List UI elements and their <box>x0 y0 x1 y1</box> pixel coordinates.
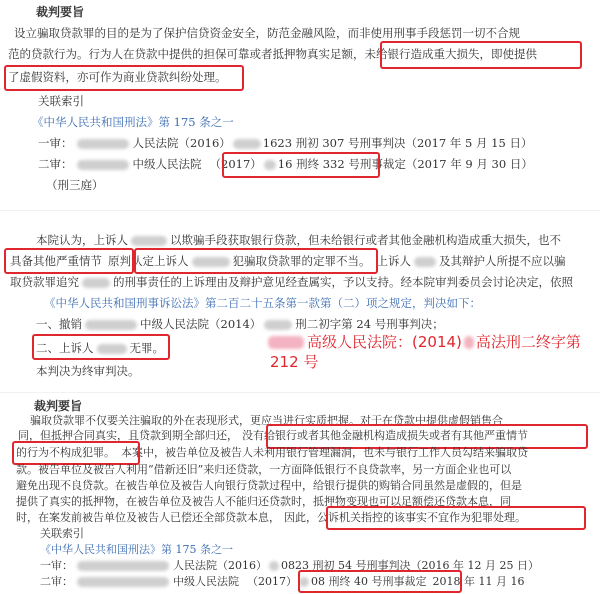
redacted-text <box>77 139 129 149</box>
s3-law-reference: 《中华人民共和国刑法》第 175 条之一 <box>40 543 233 556</box>
s3-p2b: 没有给银行或者其他金融机构造成损失或者有其他严重情节 <box>242 429 528 442</box>
annotation-line-2: 212 号 <box>270 353 319 371</box>
s3-p7a: 时，在案发前被告单位及被告人已偿还全部贷款本息， <box>16 511 280 524</box>
first-instance-case: 1623 刑初 307 号刑事判决（2017 年 5 月 15 日） <box>262 136 533 150</box>
highlight-box <box>4 248 134 274</box>
s3-p3b: 本案中，被告单位及被告人未利用银行管理漏洞，也未与银行工作人员勾结来骗取贷 <box>121 446 528 459</box>
redacted-text <box>268 336 304 349</box>
s2-p3a: 取贷款罪追究 <box>10 275 79 289</box>
redacted-text <box>414 257 436 267</box>
s2-item1c: 刑二初字第 24 号刑事判决； <box>295 317 444 331</box>
s1-chamber: （刑三庭） <box>46 178 104 192</box>
s2-p2d: 上诉人 <box>376 254 411 268</box>
s2-p3b: 的刑事责任的上诉理由及辩护意见经查属实，予以支持。经本院审判委员会讨论决定，依照 <box>113 275 573 289</box>
first-instance-label: 一审： <box>38 136 73 150</box>
s2-final: 本判决为终审判决。 <box>36 364 140 378</box>
redacted-text <box>77 160 129 170</box>
s3-p2a: 同，但抵押合同真实，且贷款到期全部归还， <box>18 429 238 442</box>
s3-index-label: 关联索引 <box>40 527 84 540</box>
highlight-box <box>326 506 586 530</box>
s2-item1b: 中级人民法院（2014） <box>140 317 262 331</box>
s1-para-line-2b: 未给银行造成重大损失，即使提供 <box>364 47 537 61</box>
s3-first-instance <box>40 559 539 573</box>
s1-law-reference: 《中华人民共和国刑法》第 175 条之一 <box>32 115 234 129</box>
s2-p1b: 以欺骗手段获取银行贷款，但未给银行或者其他金融机构造成重大损失，也不 <box>170 233 561 247</box>
s3-para-line-6: 提供了真实的抵押物，在被告单位及被告人不能归还贷款时，抵押物变现也可以足额偿还贷款本息，同 <box>16 495 511 508</box>
s1-index-label: 关联索引 <box>38 94 84 108</box>
s2-item-1 <box>36 316 444 332</box>
second-instance-date: （2017 年 9 月 30 日） <box>405 157 533 171</box>
second-instance-year: （2017） <box>209 157 262 171</box>
s2-item2a: 二、上诉人 <box>36 341 94 355</box>
highlight-box <box>298 570 462 593</box>
second-instance-court: 中级人民法院 <box>173 575 239 588</box>
section-divider <box>0 392 600 393</box>
redacted-text <box>233 139 261 149</box>
first-instance-court: 人民法院（2016） <box>173 559 267 572</box>
section-divider <box>0 210 600 211</box>
highlight-box <box>380 41 582 69</box>
s2-item1a: 一、撤销 <box>36 317 82 331</box>
second-instance-case: 16 刑终 332 号刑事裁定 <box>277 157 406 171</box>
s1-para-line-3: 了虚假资料，亦可作为商业贷款纠纷处理。 <box>8 70 227 84</box>
annotation-text-1b: 高法刑二终字第 <box>475 333 581 351</box>
s2-p2a: 具备其他严重情节 <box>10 254 102 268</box>
s3-p7b: 因此，公诉机关指控的该事实不宜作为犯罪处理。 <box>284 511 526 524</box>
annotation-text-1: 高级人民法院：(2014) <box>307 333 462 351</box>
redacted-text <box>264 320 292 330</box>
s2-para-line-4: 《中华人民共和国刑事诉讼法》第二百二十五条第一款第（二）项之规定，判决如下： <box>44 296 481 310</box>
redacted-text <box>85 320 137 330</box>
second-instance-label: 二审： <box>40 575 73 588</box>
s2-p2c: 犯骗取贷款罪的定罪不当。 <box>232 254 371 268</box>
highlight-box <box>134 248 378 274</box>
redacted-text <box>77 561 169 571</box>
second-instance-date: 2018 年 11 月 16 <box>432 575 525 588</box>
annotation-overlay <box>268 332 581 372</box>
s2-p2b: 原判认定上诉人 <box>108 254 189 268</box>
second-instance-case: 08 刑终 40 号刑事裁定 <box>311 575 427 588</box>
redacted-text <box>269 561 279 571</box>
highlight-box <box>12 441 140 465</box>
s2-p1a: 本院认为，上诉人 <box>36 233 128 247</box>
s1-para-line-2a: 范的贷款行为。行为人在贷款中提供的担保可靠或者抵押物真实足额， <box>8 47 365 61</box>
second-instance-year: （2017） <box>247 575 297 588</box>
s1-para-line-1: 设立骗取贷款罪的目的是为了保护信贷资金安全，防范金融风险，而非使用刑事手段惩罚一切不合规 <box>14 26 520 40</box>
s2-para-line-1 <box>36 232 561 248</box>
second-instance-label: 二审： <box>38 157 73 171</box>
redacted-text <box>131 236 167 246</box>
highlight-box <box>222 152 380 178</box>
s2-para-line-3 <box>10 274 573 290</box>
first-instance-label: 一审： <box>40 559 73 572</box>
s2-p2e: 及其辩护人所提不应以骗 <box>439 254 566 268</box>
s1-first-instance <box>38 135 532 151</box>
redacted-text <box>77 577 169 587</box>
redacted-text <box>464 336 474 349</box>
first-instance-court: 人民法院（2016） <box>132 136 231 150</box>
redacted-text <box>82 278 110 288</box>
first-instance-case: 0823 刑初 54 号刑事判决（2016 年 12 月 25 日） <box>281 559 539 572</box>
s3-p3a: 的行为不构成犯罪。 <box>16 446 115 459</box>
s3-para-line-1: 骗取贷款罪不仅要关注骗取的外在表现形式，更应当进行实质把握。对于在贷款中提供虚假销售合 <box>30 414 503 427</box>
s3-heading: 裁判要旨 <box>34 399 83 413</box>
highlight-box <box>4 65 244 91</box>
highlight-box <box>32 334 170 360</box>
s1-heading: 裁判要旨 <box>36 5 85 19</box>
s3-para-line-4: 款。被告单位及被告人利用“借新还旧”来归还贷款，一方面降低银行不良贷款率，另一方面企业也可以 <box>16 463 512 476</box>
annotation-line-1 <box>268 332 581 352</box>
s2-item2b: 无罪。 <box>129 341 164 355</box>
s3-para-line-5: 避免出现不良贷款。在被告单位及被告人向银行贷款过程中，给银行提供的购销合同虽然是虚假的，但是 <box>16 479 522 492</box>
second-instance-court: 中级人民法院 <box>132 157 202 171</box>
